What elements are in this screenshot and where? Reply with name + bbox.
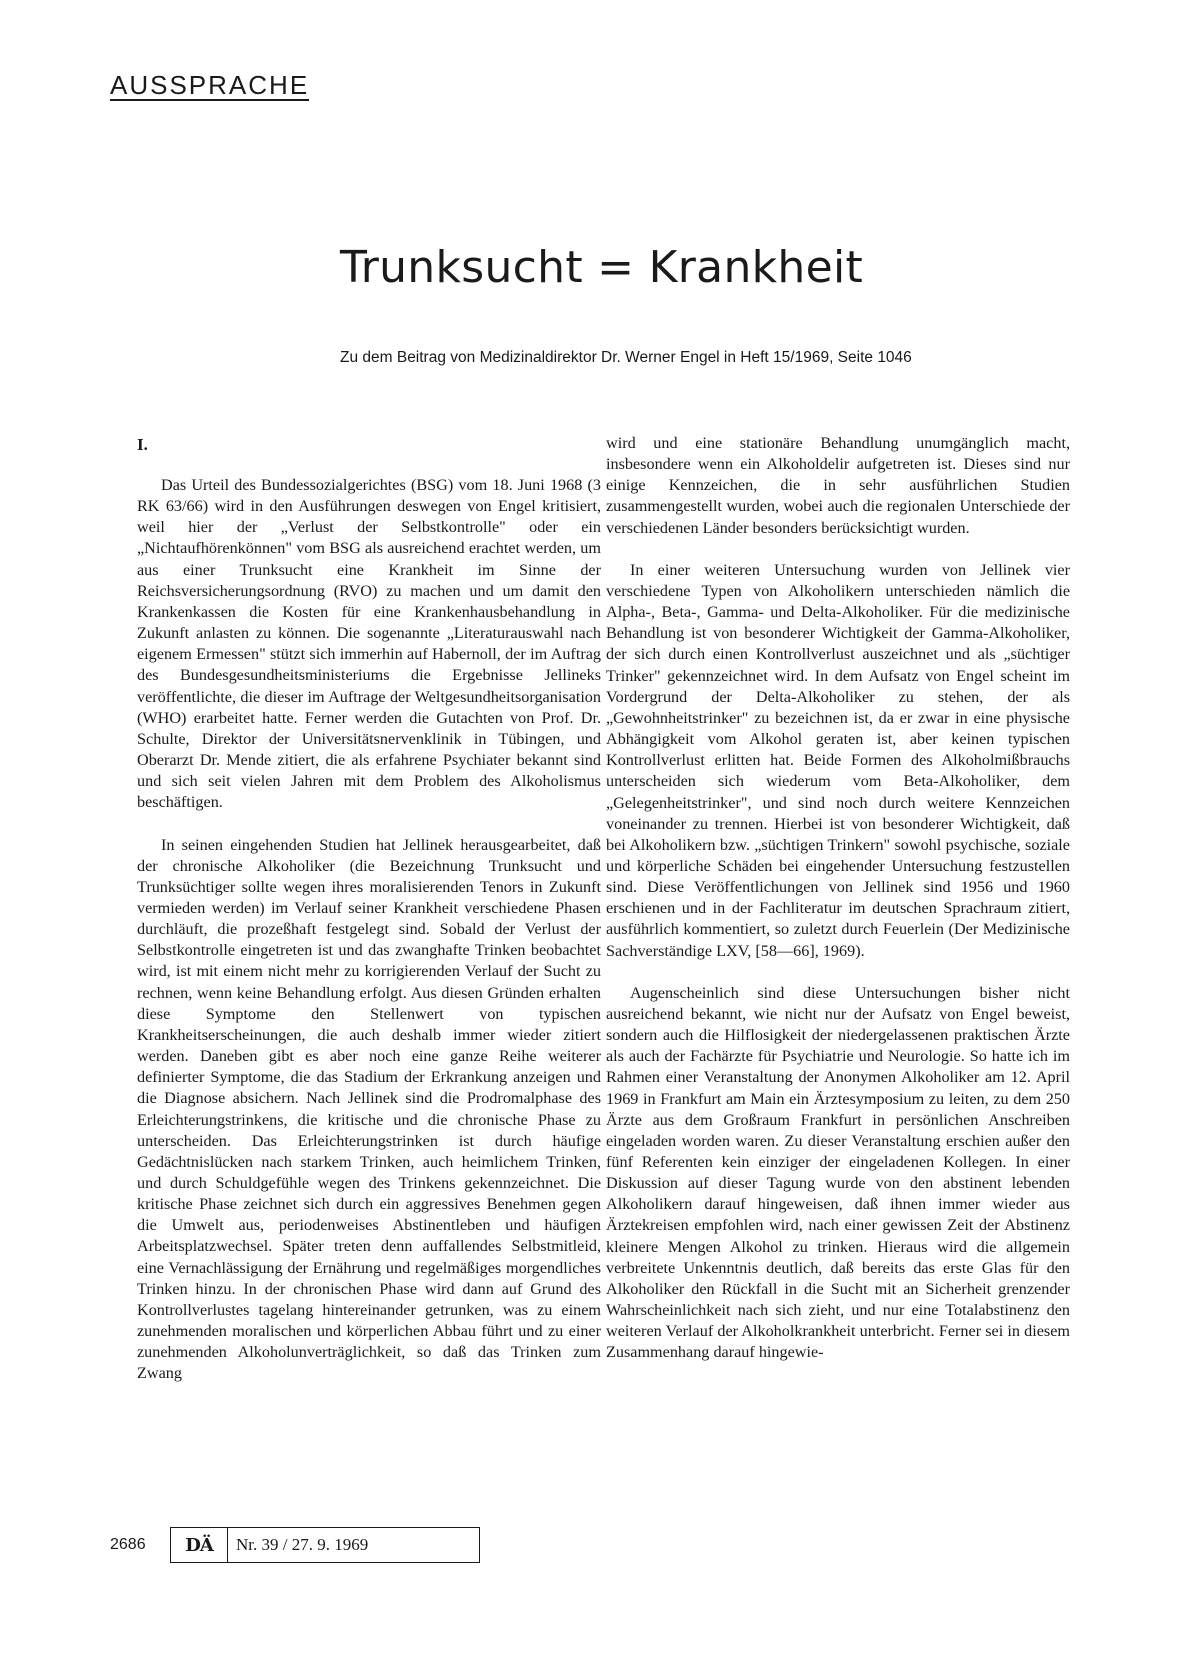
article-title: Trunksucht = Krankheit <box>340 242 864 293</box>
journal-reference-box <box>170 1527 480 1563</box>
page-number: 2686 <box>110 1536 146 1553</box>
right-column <box>606 433 1070 1364</box>
issue-reference: Nr. 39 / 27. 9. 1969 <box>236 1535 369 1554</box>
article-subtitle: Zu dem Beitrag von Medizinaldirektor Dr. Werner Engel in Heft 15/1969, Seite 1046 <box>340 349 912 366</box>
paragraph: Augenscheinlich sind diese Untersuchungen bisher nicht ausreichend bekannt, wie nicht nur der Aufsatz von Engel beweist, sondern auch die Hilflosigkeit der niedergelassenen praktischen Ärzte als auch der Fachärzte für Psychiatrie und Neurologie. So hatte ich im Rahmen einer Veranstaltung der Anonymen Alkoholiker am 12. April 1969 in Frankfurt am Main ein Ärztesymposium zu leiten, zu dem 250 Ärzte aus dem Großraum Frankfurt in persönlichen Anschreiben eingeladen worden waren. Zu dieser Veranstaltung erschien außer den fünf Referenten kein einziger der eingeladenen Kollegen. In einer Diskussion auf dieser Tagung wurde von den abstinent lebenden Alkoholikern darauf hingeweisen, daß ihnen immer wieder aus Ärztekreisen empfohlen wird, nach einer gewissen Zeit der Abstinenz kleinere Mengen Alkohol zu trinken. Hieraus wird die allgemein verbreitete Unkenntnis deutlich, daß bereits das erste Glas für den Alkoholiker den Rückfall in die Sucht mit an Sicherheit grenzender Wahrscheinlichkeit nach sich zieht, und nur eine Totalabstinenz den weiteren Verlauf der Alkoholkrankheit unterbricht. Ferner sei in diesem Zusammenhang darauf hingewie- <box>606 983 1070 1362</box>
left-column <box>137 434 601 1385</box>
journal-logo: DÄ <box>171 1528 228 1562</box>
paragraph: In einer weiteren Untersuchung wurden von Jellinek vier verschiedene Typen von Alkoholikern unterschieden nämlich die Alpha-, Beta-, Gamma- und Delta-Alkoholiker. Für die medizinische Behandlung ist von besonderer Wichtigkeit der Gamma-Alkoholiker, der sich durch einen Kontrollverlust auszeichnet und als „süchtiger Trinker" gekennzeichnet wird. In dem Aufsatz von Engel scheint im Vordergrund der Delta-Alkoholiker zu stehen, der als „Gewohnheitstrinker" zu bezeichnen ist, da er zwar in eine physische Abhängigkeit vom Alkohol geraten ist, aber keinen typischen Kontrollverlust erlitten hat. Beide Formen des Alkoholmißbrauchs unterscheiden sich wiederum vom Beta-Alkoholiker, dem „Gelegenheitstrinker", und sind noch durch weitere Kennzeichen voneinander zu trennen. Hierbei ist von besonderer Wichtigkeit, daß bei Alkoholikern bzw. „süchtigen Trinkern" sowohl psychische, soziale und körperliche Schäden bei eingehender Untersuchung festzustellen sind. Diese Veröffentlichungen von Jellinek sind 1956 und 1960 erschienen und in der Fachliteratur im deutschen Sprachraum zitiert, ausführlich kommentiert, so zuletzt durch Feuerlein (Der Medizinische Sachverständige LXV, [58—66], 1969). <box>606 560 1070 960</box>
paragraph: In seinen eingehenden Studien hat Jellinek herausgearbeitet, daß der chronische Alkoholiker (die Bezeichnung Trunksucht und Trunksüchtiger sollte wegen ihres moralisierenden Tenors in Zukunft vermieden werden) im Verlauf seiner Krankheit verschiedene Phasen durchläuft, die prozeßhaft festgelegt sind. Sobald der Verlust der Selbstkontrolle eingetreten ist und das zwanghafte Trinken beobachtet wird, ist mit einem nicht mehr zu korrigierenden Verlauf der Sucht zu rechnen, wenn keine Behandlung erfolgt. Aus diesen Gründen erhalten diese Symptome den Stellenwert von typischen Krankheitserscheinungen, die auch deshalb immer wieder zitiert werden. Daneben gibt es aber noch eine ganze Reihe weiterer definierter Symptome, die das Stadium der Erkrankung anzeigen und die Diagnose absichern. Nach Jellinek sind die Prodromalphase des Erleichterungstrinkens, die kritische und die chronische Phase zu unterscheiden. Das Erleichterungstrinken ist durch häufige Gedächtnislücken nach starkem Trinken, auch heimlichem Trinken, und durch Schuldgefühle wegen des Trinkens gekennzeichnet. Die kritische Phase zeichnet sich durch ein aggressives Benehmen gegen die Umwelt aus, periodenweises Abstinentleben und häufigen Arbeitsplatzwechsel. Später treten denn auffallendes Selbstmitleid, eine Vernachlässigung der Ernährung und regelmäßiges morgendliches Trinken hinzu. In der chronischen Phase wird dann auf Grund des Kontrollverlustes tagelang hintereinander getrunken, was zu einem zunehmenden moralischen und körperlichen Abbau führt und zu einer zunehmenden Alkoholunverträglichkeit, so daß das Trinken zum Zwang <box>137 835 601 1383</box>
paragraph-continuation: wird und eine stationäre Behandlung unumgänglich macht, insbesondere wenn ein Alkoholdelir aufgetreten ist. Dieses sind nur einige Kennzeichen, die in sehr ausführlichen Studien zusammengestellt wurden, wobei auch die regionalen Unterschiede der verschiedenen Länder besonders berücksichtigt wurden. <box>606 434 1070 537</box>
section-heading: I. <box>137 435 148 454</box>
paragraph: Das Urteil des Bundessozialgerichtes (BSG) vom 18. Juni 1968 (3 RK 63/66) wird in den Ausführungen deswegen von Engel kritisiert, weil hier der „Verlust der Selbstkontrolle" oder ein „Nichtaufhörenkönnen" vom BSG als ausreichend erachtet werden, um aus einer Trunksucht eine Krankheit im Sinne der Reichsversicherungsordnung (RVO) zu machen und um damit den Krankenkassen die Kosten für eine Krankenhausbehandlung in Zukunft anlasten zu können. Die sogenannte „Literaturauswahl nach eigenem Ermessen" stützt sich immerhin auf Habernoll, der im Auftrag des Bundesgesundheitsministeriums die Ergebnisse Jellineks veröffentlichte, die dieser im Auftrage der Weltgesundheitsorganisation (WHO) erarbeitet hatte. Ferner werden die Gutachten von Prof. Dr. Schulte, Direktor der Universitätsnervenklinik in Tübingen, und Oberarzt Dr. Mende zitiert, die als erfahrene Psychiater bekannt sind und sich seit vielen Jahren mit dem Problem des Alkoholismus beschäftigen. <box>137 476 601 812</box>
section-label: AUSSPRACHE <box>110 70 310 100</box>
